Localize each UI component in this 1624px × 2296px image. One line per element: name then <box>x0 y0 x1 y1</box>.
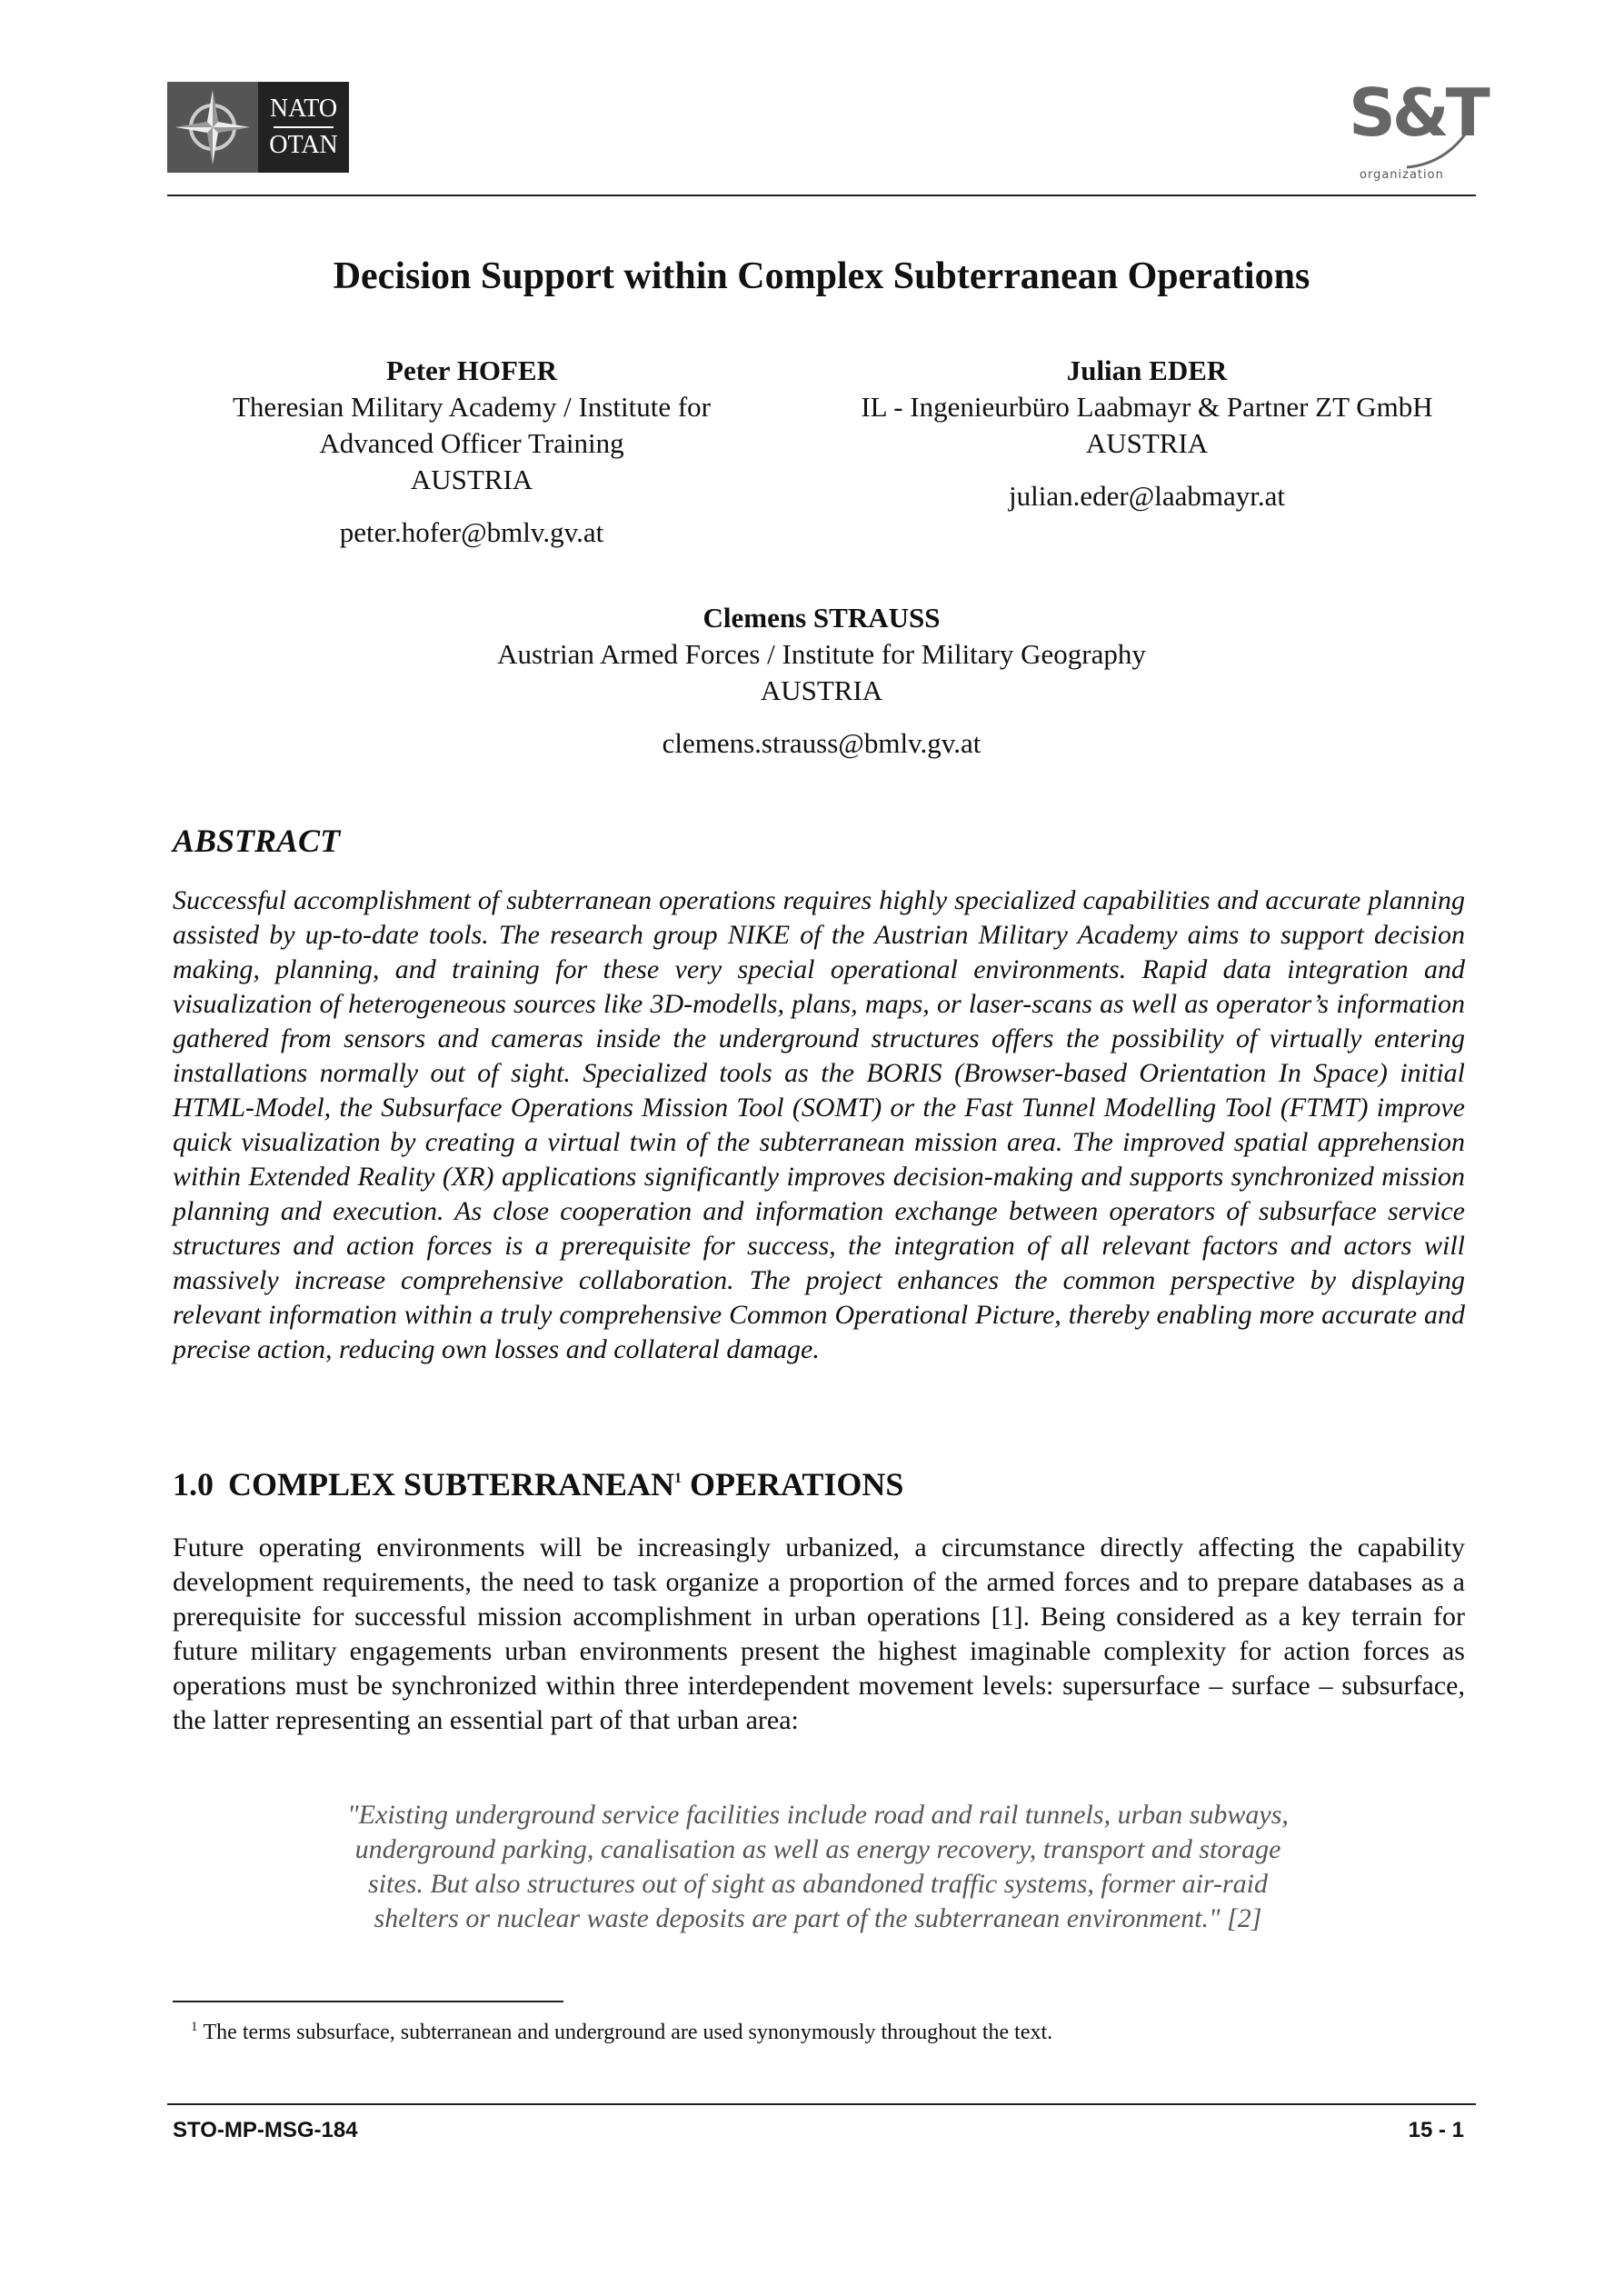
nato-compass-icon <box>167 82 258 173</box>
st-subtitle: organization <box>1360 168 1444 182</box>
author-block-hofer <box>167 353 776 551</box>
author-block-eder <box>818 353 1476 514</box>
nato-word: NATO <box>269 95 338 123</box>
author-email: peter.hofer@bmlv.gv.at <box>339 516 604 548</box>
section-number: 1.0 <box>173 1466 214 1502</box>
section-title-part1: COMPLEX SUBTERRANEAN <box>228 1466 675 1502</box>
footnote <box>191 2020 1052 2045</box>
st-organization-logo <box>1349 75 1487 185</box>
quote-line: shelters or nuclear waste deposits are part of the subterranean environment." [2] <box>374 1903 1262 1933</box>
document-id: STO-MP-MSG-184 <box>173 2118 358 2142</box>
footnote-text: The terms subsurface, subterranean and underground are used synonymously throughout the text. <box>203 2021 1053 2044</box>
nato-logo <box>167 82 349 173</box>
quote-line: underground parking, canalisation as well as energy recovery, transport and storage <box>354 1834 1281 1864</box>
header-rule <box>167 195 1476 196</box>
page-header <box>167 75 1487 193</box>
nato-wordmark <box>258 82 349 173</box>
block-quote <box>273 1798 1363 1936</box>
section-body-text: Future operating environments will be increasingly urbanized, a circumstance directly affecting the capability development requirements, the need to task organize a proportion of the armed forces and to prepare databases as a prerequisite for successful mission accomplishment in urban operations [1]. Being considered as a key terrain for future military engagements urban environments present the highest imaginable complexity for action forces as operations must be synchronized within three interdependent movement levels: supersurface – surface – subsurface, the latter representing an essential part of that urban area: <box>173 1532 1465 1735</box>
author-block-strauss <box>167 600 1476 762</box>
section-heading <box>173 1465 903 1503</box>
author-name: Julian EDER <box>1066 354 1228 386</box>
author-affiliation: IL - Ingenieurbüro Laabmayr & Partner ZT GmbH <box>861 391 1433 423</box>
author-country: AUSTRIA <box>1085 427 1209 459</box>
author-name: Peter HOFER <box>386 354 557 386</box>
author-affiliation: Austrian Armed Forces / Institute for Military Geography <box>497 638 1146 670</box>
st-swoosh-icon <box>1403 118 1476 173</box>
author-country: AUSTRIA <box>760 674 883 706</box>
nato-divider <box>274 126 334 128</box>
quote-line: "Existing underground service facilities include road and rail tunnels, urban subways, <box>347 1800 1289 1830</box>
abstract-heading: ABSTRACT <box>173 823 341 859</box>
page-number: 15 - 1 <box>1408 2118 1464 2142</box>
footnote-rule <box>173 2001 563 2002</box>
author-country: AUSTRIA <box>410 464 533 495</box>
quote-line: sites. But also structures out of sight as abandoned traffic systems, former air-raid <box>368 1869 1268 1899</box>
author-affiliation: Advanced Officer Training <box>319 427 624 459</box>
author-email: clemens.strauss@bmlv.gv.at <box>662 727 981 759</box>
otan-word: OTAN <box>269 131 338 159</box>
section-title-part2: OPERATIONS <box>682 1466 904 1502</box>
abstract-text: Successful accomplishment of subterranean operations requires highly specialized capabilities and accurate planning assisted by up-to-date tools. The research group NIKE of the Austrian Military Academy aims to support decision making, planning, and training for these very special operational environments. Rapid data integration and visualization of heterogeneous sources like 3D-modells, plans, maps, or laser-scans as well as operator’s information gathered from sensors and cameras inside the underground structures offers the possibility of virtually entering installations normally out of sight. Specialized tools as the BORIS (Browser-based Orientation In Space) initial HTML-Model, the Subsurface Operations Mission Tool (SOMT) or the Fast Tunnel Modelling Tool (FTMT) improve quick visualization by creating a virtual twin of the subterranean mission area. The improved spatial apprehension within Extended Reality (XR) applications significantly improves decision-making and supports synchronized mission planning and execution. As close cooperation and information exchange between operators of subsurface service structures and action forces is a prerequisite for success, the integration of all relevant factors and actors will massively increase comprehensive collaboration. The project enhances the common perspective by displaying relevant information within a truly comprehensive Common Operational Picture, thereby enabling more accurate and precise action, reducing own losses and collateral damage. <box>173 885 1465 1364</box>
paper-title: Decision Support within Complex Subterranean Operations <box>333 255 1310 297</box>
author-name: Clemens STRAUSS <box>702 602 941 634</box>
footnote-mark: 1 <box>191 2020 198 2034</box>
footnote-reference: 1 <box>674 1471 682 1486</box>
author-affiliation: Theresian Military Academy / Institute for <box>233 391 711 423</box>
footer-rule <box>167 2103 1476 2105</box>
author-email: julian.eder@laabmayr.at <box>1009 480 1285 512</box>
st-letters: S&T <box>1349 75 1487 151</box>
